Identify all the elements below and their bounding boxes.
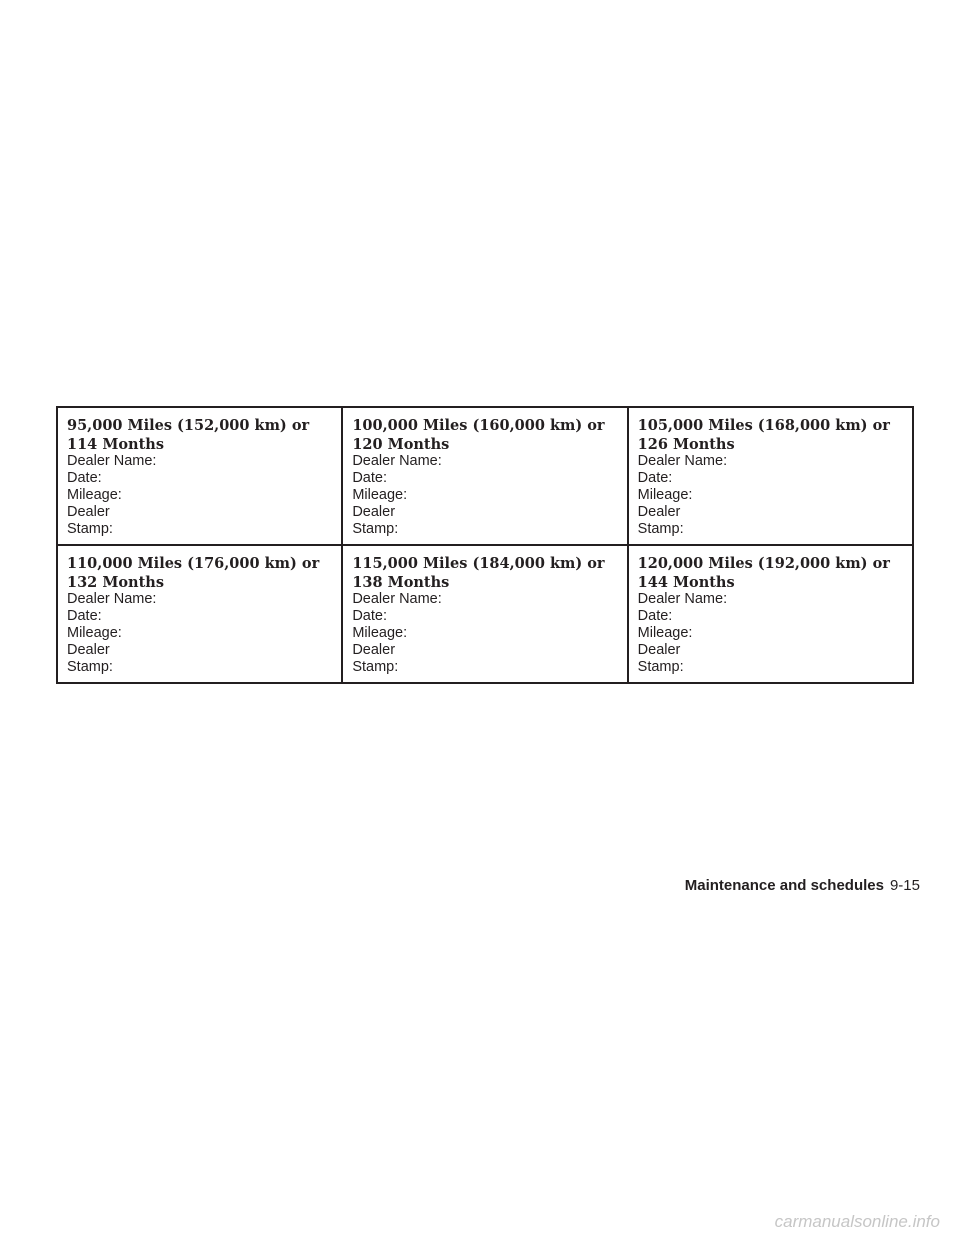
- mileage-label: Mileage:: [67, 625, 122, 641]
- dealer-name-label: Dealer Name:: [352, 591, 442, 607]
- interval-heading: 95,000 Miles (152,000 km) or 114 Months: [67, 417, 310, 453]
- dealer-name-label: Dealer Name:: [637, 591, 728, 607]
- interval-heading: 100,000 Miles (160,000 km) or 120 Months: [352, 417, 605, 453]
- mileage-label: Mileage:: [352, 625, 408, 641]
- table-cell: [57, 407, 342, 545]
- dealer-name-label: Dealer Name:: [352, 453, 442, 469]
- dealer-name-label: Dealer Name:: [637, 453, 728, 469]
- table-cell: [342, 407, 627, 545]
- stamp-label: Stamp:: [637, 521, 684, 537]
- stamp-label: Stamp:: [352, 521, 399, 537]
- stamp-label: Stamp:: [352, 659, 399, 675]
- table-cell: [628, 407, 913, 545]
- dealer-label: Dealer: [67, 642, 110, 658]
- date-label: Date:: [67, 608, 102, 624]
- dealer-name-label: Dealer Name:: [67, 453, 157, 469]
- mileage-label: Mileage:: [637, 487, 693, 503]
- stamp-label: Stamp:: [637, 659, 684, 675]
- stamp-label: Stamp:: [67, 521, 113, 537]
- dealer-label: Dealer: [637, 642, 681, 658]
- stamp-label: Stamp:: [67, 659, 113, 675]
- date-label: Date:: [352, 608, 387, 624]
- date-label: Date:: [67, 470, 102, 486]
- date-label: Date:: [637, 470, 673, 486]
- interval-heading: 105,000 Miles (168,000 km) or 126 Months: [637, 417, 890, 453]
- table-row: [57, 545, 913, 683]
- date-label: Date:: [637, 608, 673, 624]
- mileage-label: Mileage:: [637, 625, 693, 641]
- mileage-label: Mileage:: [352, 487, 408, 503]
- table-cell: [342, 545, 627, 683]
- dealer-label: Dealer: [352, 504, 396, 520]
- dealer-name-label: Dealer Name:: [67, 591, 157, 607]
- dealer-label: Dealer: [352, 642, 396, 658]
- table-row: [57, 407, 913, 545]
- table-cell: [628, 545, 913, 683]
- interval-heading: 120,000 Miles (192,000 km) or 144 Months: [637, 555, 890, 591]
- dealer-label: Dealer: [637, 504, 681, 520]
- interval-heading: 110,000 Miles (176,000 km) or 132 Months: [67, 555, 320, 591]
- page-number: 9-15: [889, 877, 920, 894]
- interval-heading: 115,000 Miles (184,000 km) or 138 Months: [352, 555, 605, 591]
- date-label: Date:: [352, 470, 387, 486]
- mileage-label: Mileage:: [67, 487, 122, 503]
- watermark-text: carmanualsonline.info: [774, 1212, 940, 1231]
- maintenance-log-table: [56, 406, 914, 684]
- dealer-label: Dealer: [67, 504, 110, 520]
- section-title: Maintenance and schedules: [684, 877, 884, 894]
- page-footer: [685, 876, 920, 896]
- table-cell: [57, 545, 342, 683]
